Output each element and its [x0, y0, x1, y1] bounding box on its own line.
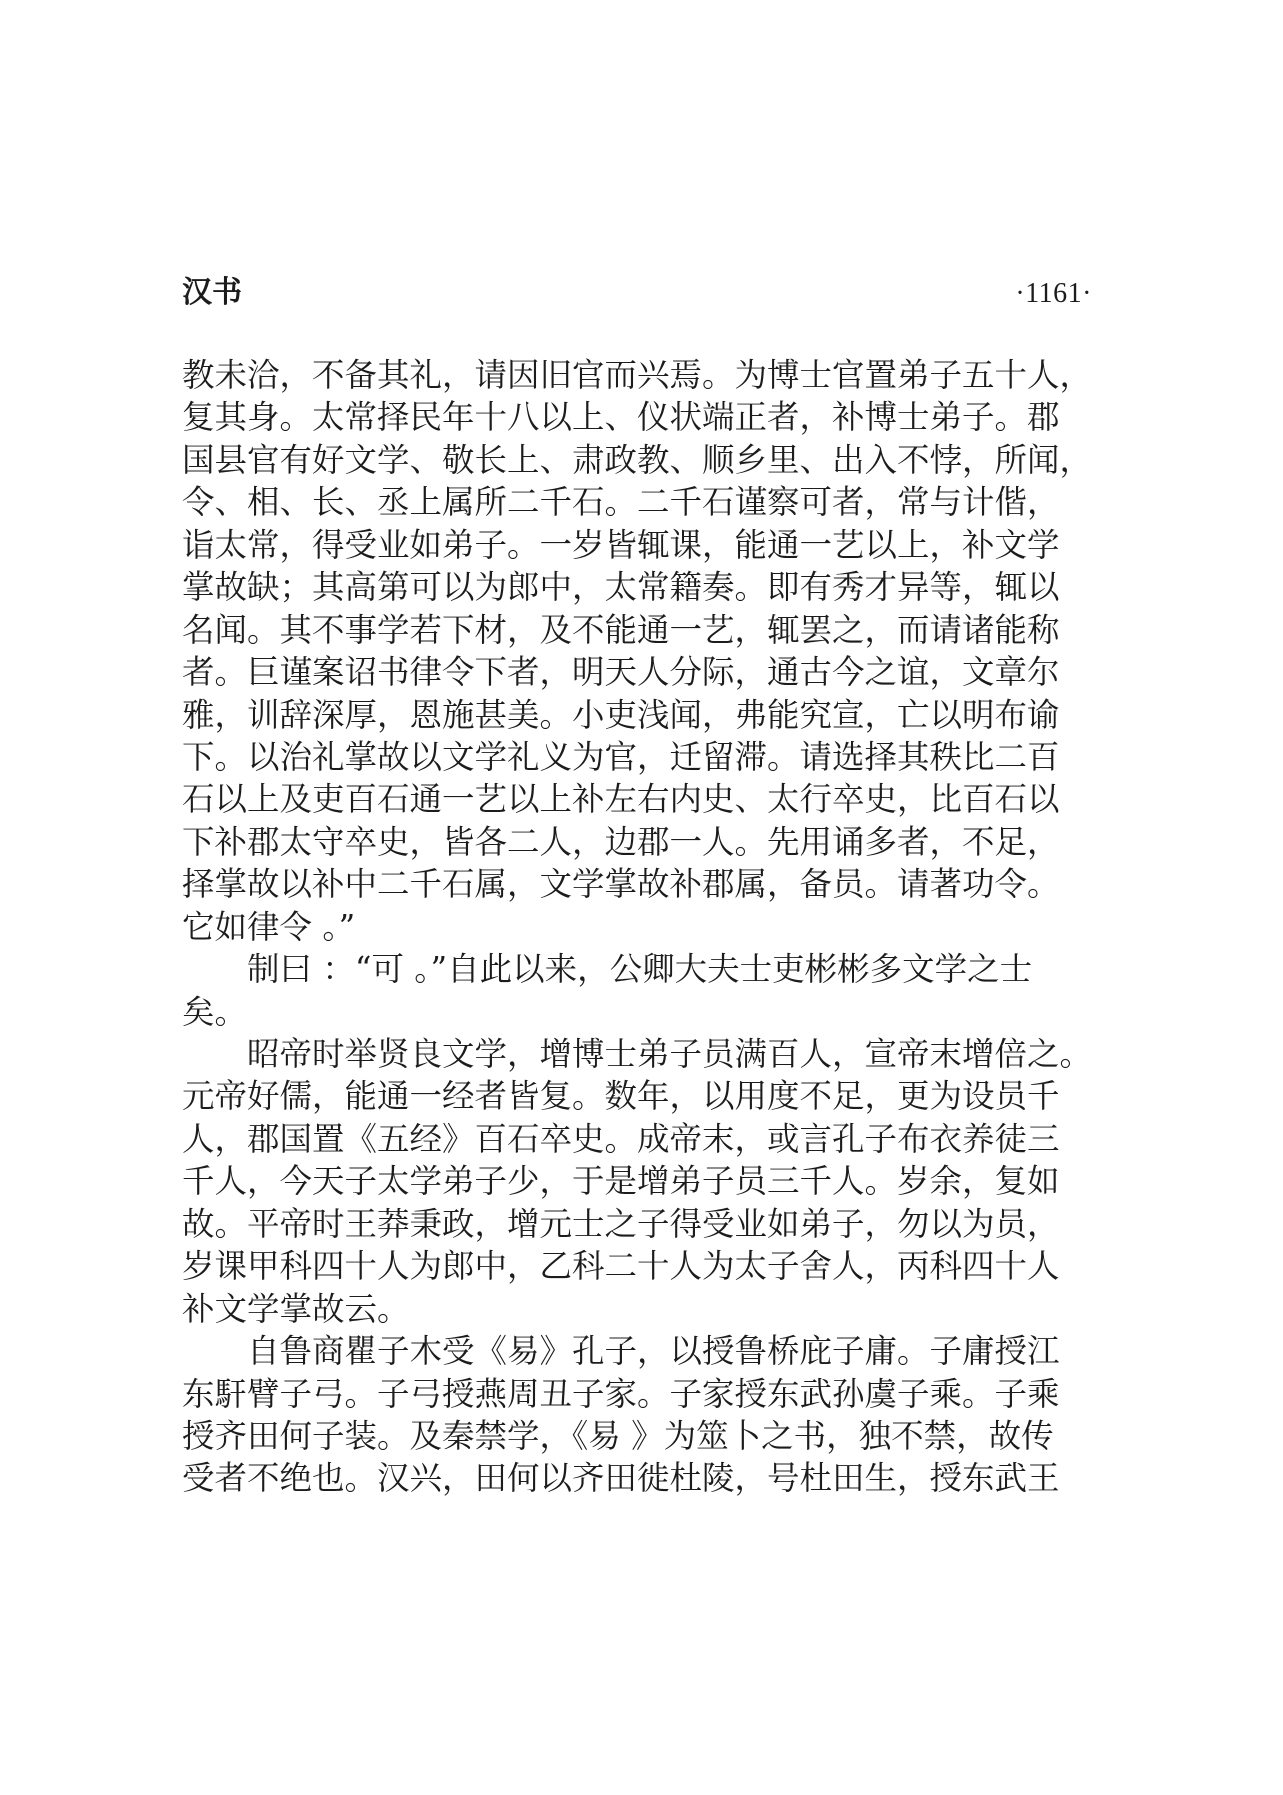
text-line: 千人，今天子太学弟子少，于是增弟子员三千人。岁余，复如 — [182, 1162, 1060, 1201]
text-line: 石以上及吏百石通一艺以上补左右内史、太行卒史，比百石以 — [182, 780, 1060, 819]
text-line: 东馯臂子弓。子弓授燕周丑子家。子家授东武孙虞子乘。子乘 — [182, 1374, 1060, 1413]
text-line: 令、相、长、丞上属所二千石。二千石谨察可者，常与计偕， — [182, 483, 1060, 522]
text-line: 国县官有好文学、敬长上、肃政教、顺乡里、出入不悖，所闻， — [182, 440, 1093, 479]
text-line: 下。以治礼掌故以文学礼义为官，迁留滞。请选择其秩比二百 — [182, 737, 1060, 776]
text-line: 自鲁商瞿子木受《易》孔子，以授鲁桥庇子庸。子庸授江 — [247, 1332, 1060, 1371]
text-line: 受者不绝也。汉兴，田何以齐田徙杜陵，号杜田生，授东武王 — [182, 1459, 1060, 1498]
page-number: ·1161· — [1015, 278, 1092, 309]
book-title: 汉书 — [182, 275, 242, 310]
text-line: 择掌故以补中二千石属，文学掌故补郡属，备员。请著功令。 — [182, 865, 1060, 904]
text-line: 掌故缺；其高第可以为郎中，太常籍奏。即有秀才异等，辄以 — [182, 568, 1060, 607]
text-line: 者。巨谨案诏书律令下者，明天人分际，通古今之谊，文章尔 — [182, 653, 1060, 692]
running-header — [0, 0, 1283, 310]
text-line: 下补郡太守卒史，皆各二人，边郡一人。先用诵多者，不足， — [182, 822, 1060, 861]
paragraph — [182, 354, 1102, 948]
text-line: 故。平帝时王莽秉政，增元士之子得受业如弟子，勿以为员， — [182, 1204, 1060, 1243]
text-line: 诣太常，得受业如弟子。一岁皆辄课，能通一艺以上，补文学 — [182, 525, 1060, 564]
text-line: 雅，训辞深厚，恩施甚美。小吏浅闻，弗能究宣，亡以明布谕 — [182, 695, 1060, 734]
text-line: 岁课甲科四十人为郎中，乙科二十人为太子舍人，丙科四十人 — [182, 1247, 1060, 1286]
text-line: 昭帝时举贤良文学，增博士弟子员满百人，宣帝末增倍之。 — [247, 1035, 1093, 1073]
text-line: 制曰 ：“可 。”自此以来，公卿大夫士吏彬彬多文学之士 — [247, 950, 1033, 989]
text-line: 复其身。太常择民年十八以上、仪状端正者，补博士弟子。郡 — [182, 398, 1060, 437]
paragraph — [182, 1033, 1102, 1330]
body-text — [182, 354, 1102, 1500]
text-line: 元帝好儒，能通一经者皆复。数年，以用度不足，更为设员千 — [182, 1077, 1060, 1116]
paragraph — [182, 948, 1102, 1033]
paragraph — [182, 1330, 1102, 1500]
text-line: 它如律令 。” — [182, 907, 356, 946]
text-line: 矣。 — [182, 992, 248, 1031]
text-line: 教未洽，不备其礼，请因旧官而兴焉。为博士官置弟子五十人， — [182, 356, 1093, 394]
text-line: 名闻。其不事学若下材，及不能通一艺，辄罢之，而请诸能称 — [182, 610, 1060, 649]
text-line: 人，郡国置《五经》百石卒史。成帝末，或言孔子布衣养徒三 — [182, 1119, 1060, 1158]
text-line: 授齐田何子装。及秦禁学，《易 》为筮卜之书，独不禁，故传 — [182, 1416, 1054, 1455]
text-line: 补文学掌故云。 — [182, 1289, 410, 1328]
